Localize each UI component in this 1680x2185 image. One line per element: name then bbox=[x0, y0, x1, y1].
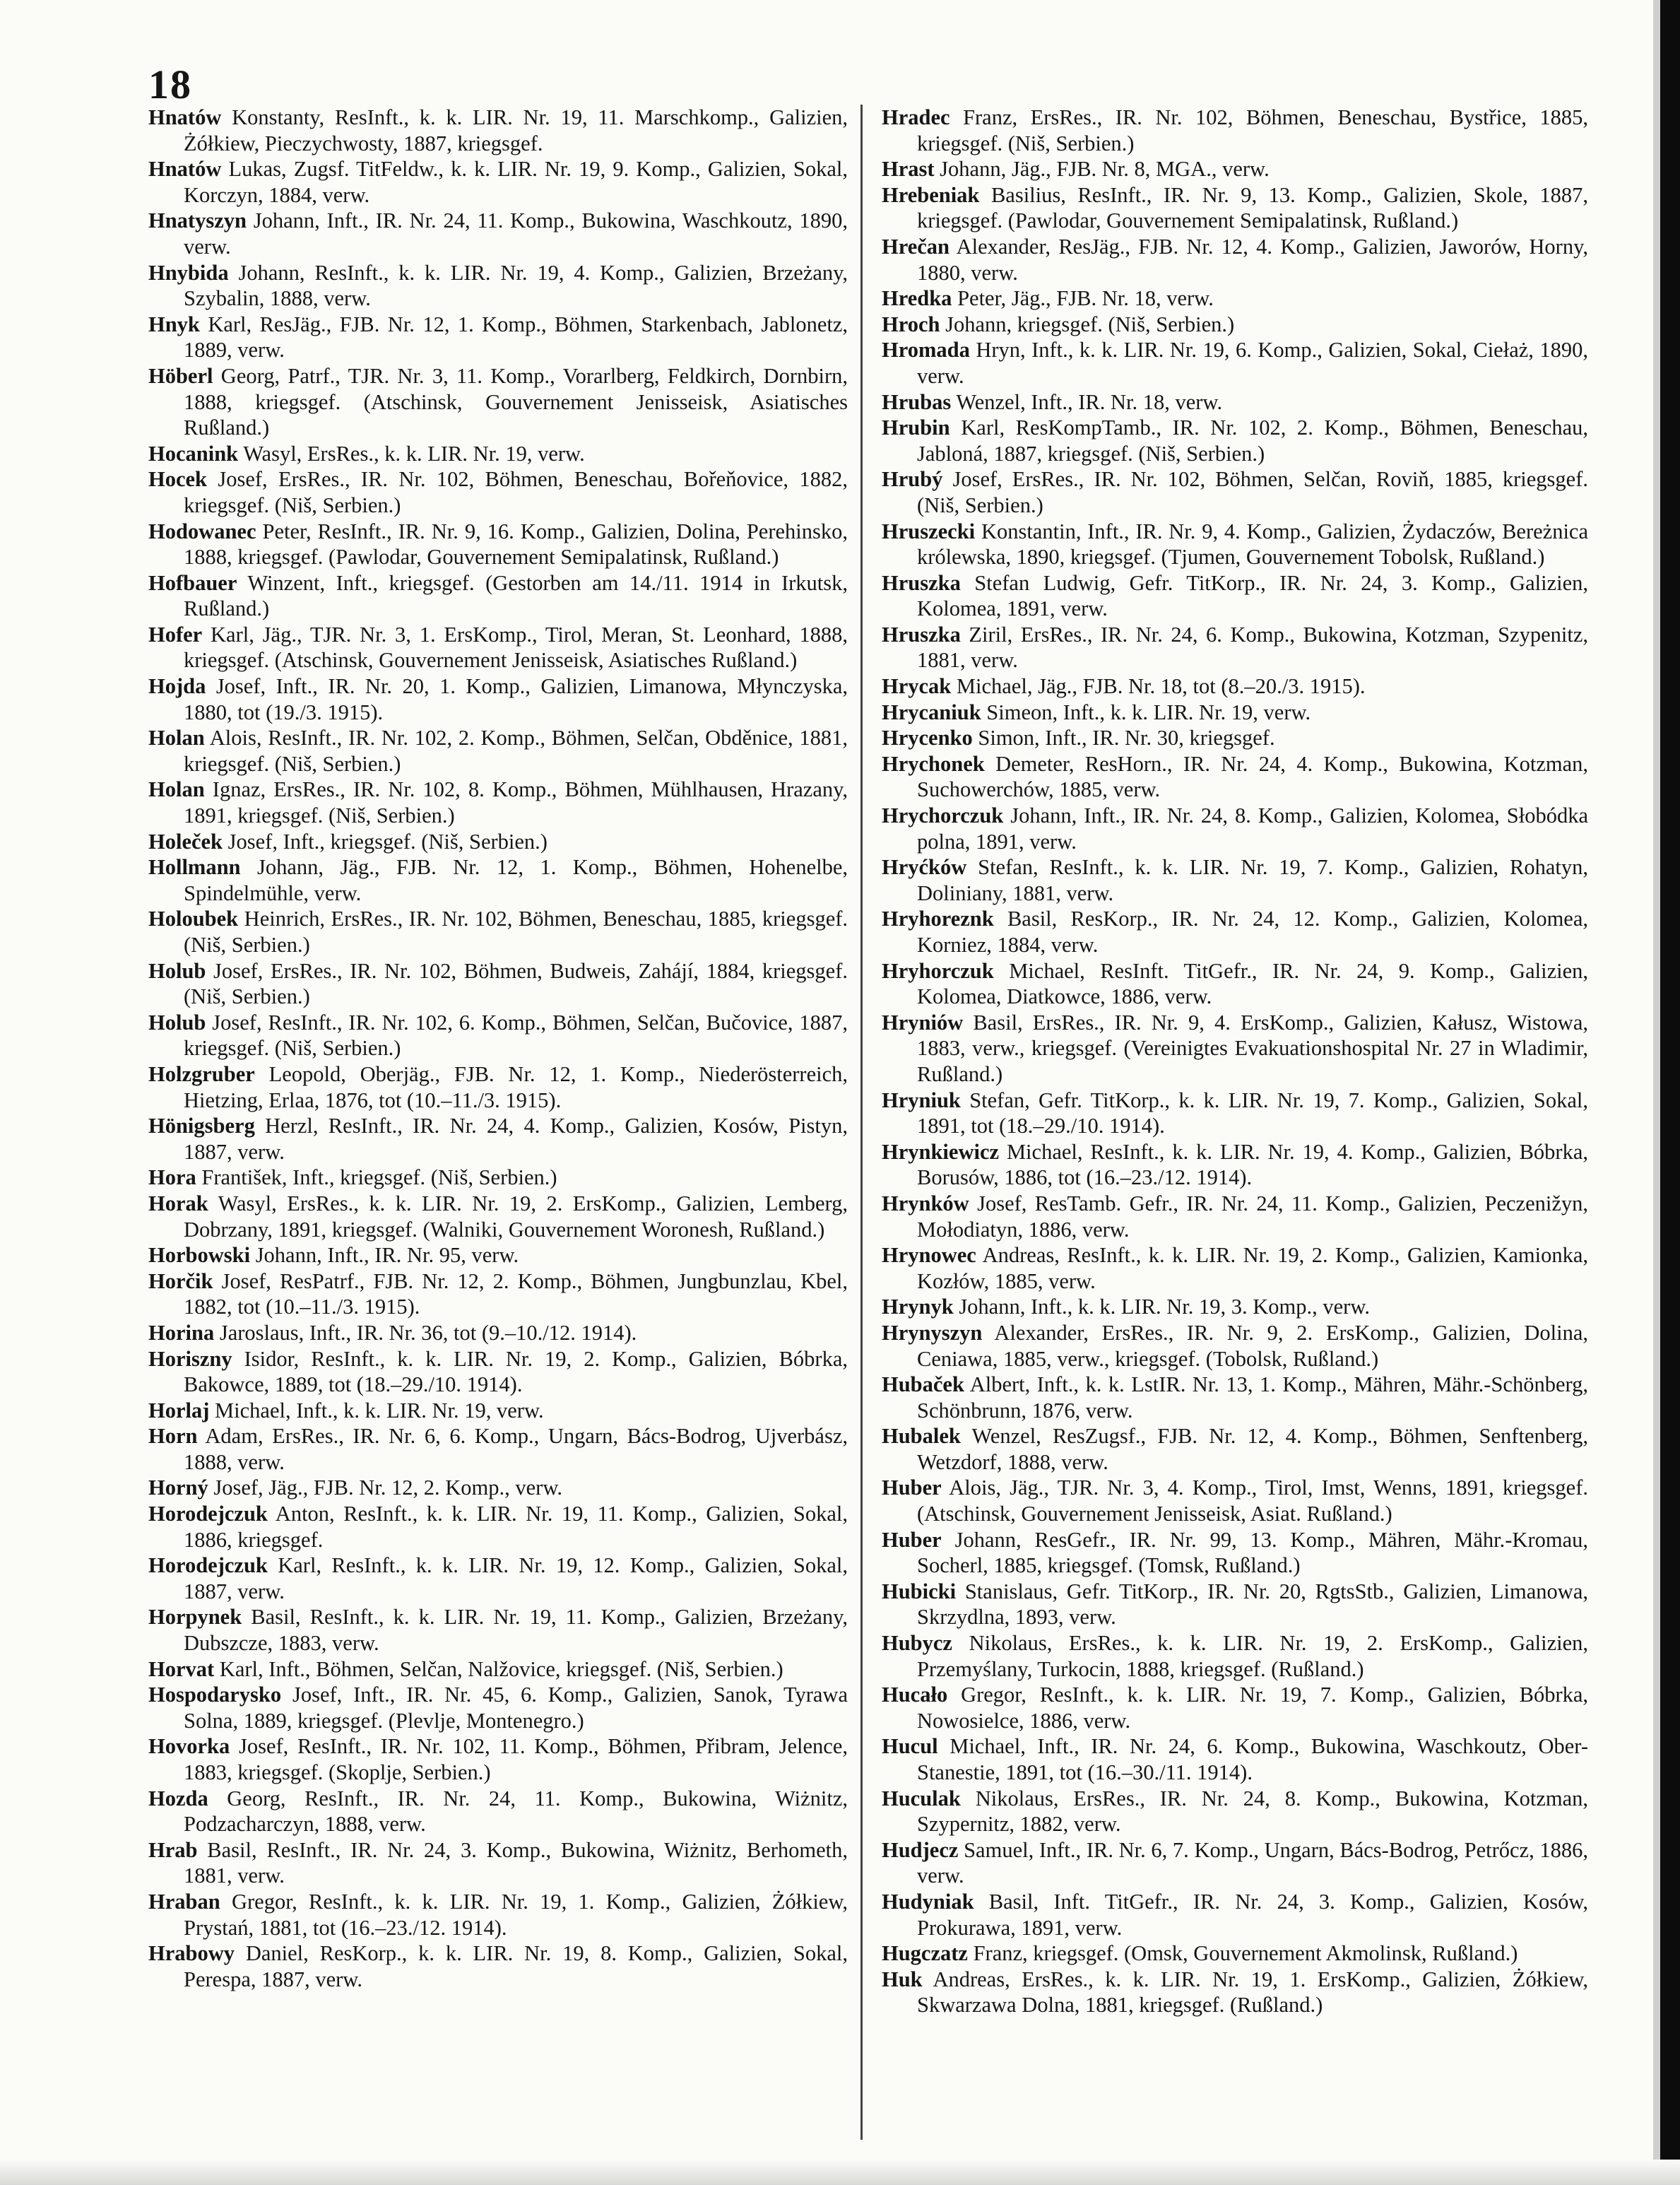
list-entry bbox=[882, 234, 1588, 285]
entry-details: Anton, ResInft., k. k. LIR. Nr. 19, 11. Komp., Galizien, Sokal, 1886, kriegsgef. bbox=[184, 1502, 848, 1552]
list-entry bbox=[882, 751, 1588, 803]
entry-details: Samuel, Inft., IR. Nr. 6, 7. Komp., Ungarn, Bács-Bodrog, Petrőcz, 1886, verw. bbox=[917, 1837, 1588, 1888]
entry-surname: Hubaček bbox=[882, 1372, 964, 1397]
list-entry bbox=[148, 673, 848, 725]
entry-surname: Hovorka bbox=[148, 1734, 230, 1759]
entry-surname: Hrychorczuk bbox=[882, 803, 1004, 828]
list-entry bbox=[882, 906, 1588, 958]
entry-surname: Holub bbox=[148, 958, 206, 983]
list-entry bbox=[148, 570, 848, 622]
entry-details: Josef, ResPatrf., FJB. Nr. 12, 2. Komp., Böhmen, Jungbunzlau, Kbel, 1882, tot (10.–11./3. 1915). bbox=[184, 1268, 848, 1319]
entry-details: Josef, Inft., IR. Nr. 45, 6. Komp., Galizien, Sanok, Tyrawa Solna, 1889, kriegsgef. (Plevlje, Montenegro.) bbox=[184, 1683, 848, 1733]
entry-surname: Holeček bbox=[148, 829, 223, 854]
entry-details: Johann, Inft., IR. Nr. 24, 11. Komp., Bukowina, Waschkoutz, 1890, verw. bbox=[184, 208, 848, 259]
entry-surname: Horina bbox=[148, 1320, 215, 1345]
entry-details: Johann, Jäg., FJB. Nr. 12, 1. Komp., Böhmen, Hohenelbe, Spindelmühle, verw. bbox=[184, 855, 848, 905]
list-entry bbox=[882, 1139, 1588, 1191]
entry-surname: Horodejczuk bbox=[148, 1553, 268, 1578]
list-entry bbox=[148, 906, 848, 958]
entry-surname: Hora bbox=[148, 1165, 196, 1190]
list-entry bbox=[148, 1682, 848, 1733]
entry-surname: Hrychonek bbox=[882, 751, 985, 776]
entry-surname: Horn bbox=[148, 1424, 198, 1449]
entry-details: Wasyl, ErsRes., k. k. LIR. Nr. 19, verw. bbox=[243, 441, 585, 466]
entry-details: Nikolaus, ErsRes., IR. Nr. 24, 8. Komp., Bukowina, Kotzman, Szypernitz, 1882, verw. bbox=[917, 1786, 1589, 1837]
entry-surname: Hucało bbox=[882, 1683, 948, 1707]
entry-surname: Hryniów bbox=[882, 1010, 964, 1035]
entry-surname: Hozda bbox=[148, 1786, 208, 1810]
entry-surname: Hrabowy bbox=[148, 1941, 235, 1966]
entry-details: Franz, ErsRes., IR. Nr. 102, Böhmen, Beneschau, Bystřice, 1885, kriegsgef. (Niš, Serbien.) bbox=[917, 105, 1588, 155]
entry-details: Basil, ResInft., k. k. LIR. Nr. 19, 11. Komp., Galizien, Brzeżany, Dubszcze, 1883, verw. bbox=[184, 1605, 848, 1656]
entry-details: Josef, Inft., IR. Nr. 20, 1. Komp., Galizien, Limanowa, Młynczyska, 1880, tot (19./3. 1915). bbox=[184, 674, 848, 724]
entry-details: Isidor, ResInft., k. k. LIR. Nr. 19, 2. Komp., Galizien, Bóbrka, Bakowce, 1889, tot (18.–29./10. 1914). bbox=[184, 1346, 848, 1397]
list-entry bbox=[148, 622, 848, 673]
left-column bbox=[148, 105, 848, 1992]
list-entry bbox=[148, 519, 848, 570]
entry-surname: Huber bbox=[882, 1527, 942, 1552]
list-entry bbox=[148, 260, 848, 312]
entry-details: Stefan Ludwig, Gefr. TitKorp., IR. Nr. 24, 3. Komp., Galizien, Kolomea, 1891, verw. bbox=[917, 570, 1588, 621]
entry-surname: Hredka bbox=[882, 286, 952, 311]
entry-surname: Hocek bbox=[148, 467, 208, 492]
list-entry bbox=[882, 958, 1588, 1010]
list-entry bbox=[882, 389, 1588, 416]
entry-details: Basil, Inft. TitGefr., IR. Nr. 24, 3. Komp., Galizien, Kosów, Prokurawa, 1891, verw. bbox=[917, 1889, 1588, 1940]
entry-details: Karl, ResJäg., FJB. Nr. 12, 1. Komp., Böhmen, Starkenbach, Jablonetz, 1889, verw. bbox=[184, 312, 848, 363]
list-entry bbox=[148, 1268, 848, 1320]
entry-surname: Horlaj bbox=[148, 1398, 210, 1423]
entry-surname: Hönigsberg bbox=[148, 1114, 255, 1138]
entry-surname: Hrubin bbox=[882, 416, 950, 440]
entry-surname: Hrebeniak bbox=[882, 182, 980, 207]
entry-surname: Hucul bbox=[882, 1734, 938, 1759]
list-entry bbox=[148, 1191, 848, 1242]
entry-surname: Hrynkiewicz bbox=[882, 1139, 1000, 1164]
page-edge-border bbox=[1660, 0, 1680, 2185]
entry-surname: Hryniuk bbox=[882, 1088, 961, 1112]
entry-details: Demeter, ResHorn., IR. Nr. 24, 4. Komp., Bukowina, Kotzman, Suchowerchów, 1885, verw. bbox=[917, 751, 1589, 802]
list-entry bbox=[148, 1501, 848, 1553]
entry-details: Michael, ResInft., k. k. LIR. Nr. 19, 4. Komp., Galizien, Bóbrka, Borusów, 1886, tot (16.–23./12. 1914). bbox=[917, 1139, 1588, 1190]
entry-details: Alois, ResInft., IR. Nr. 102, 2. Komp., Böhmen, Selčan, Obděnice, 1881, kriegsgef. (Niš, Serbien.) bbox=[184, 726, 848, 776]
list-entry bbox=[882, 1320, 1588, 1372]
entry-surname: Hubalek bbox=[882, 1424, 961, 1449]
entry-details: Wenzel, Inft., IR. Nr. 18, verw. bbox=[956, 389, 1223, 414]
list-entry bbox=[882, 1889, 1588, 1940]
entry-surname: Hroch bbox=[882, 312, 940, 336]
entry-surname: Holub bbox=[148, 1010, 206, 1035]
entry-details: Josef, Inft., kriegsgef. (Niš, Serbien.) bbox=[227, 829, 548, 854]
entry-details: Johann, ResInft., k. k. LIR. Nr. 19, 4. Komp., Galizien, Brzeżany, Szybalin, 1888, verw. bbox=[184, 260, 848, 311]
entry-surname: Hromada bbox=[882, 338, 970, 363]
entry-details: Josef, ResInft., IR. Nr. 102, 6. Komp., Böhmen, Selčan, Bučovice, 1887, kriegsgef. (Niš, Serbien.) bbox=[184, 1010, 848, 1061]
entry-details: Michael, ResInft. TitGefr., IR. Nr. 24, 9. Komp., Galizien, Kolomea, Diatkowce, 1886, verw. bbox=[917, 958, 1588, 1009]
entry-details: Adam, ErsRes., IR. Nr. 6, 6. Komp., Ungarn, Bács-Bodrog, Ujverbász, 1888, verw. bbox=[184, 1424, 848, 1474]
entry-details: Basil, ErsRes., IR. Nr. 9, 4. ErsKomp., Galizien, Kałusz, Wistowa, 1883, verw., kriegsgef. (Vereinigtes Evakuationshospital Nr. 27 in Wladimir, Rußland.) bbox=[917, 1010, 1588, 1086]
entry-surname: Hnatyszyn bbox=[148, 208, 247, 233]
entry-surname: Hubycz bbox=[882, 1631, 952, 1656]
entry-surname: Hrečan bbox=[882, 234, 950, 259]
list-entry bbox=[882, 1242, 1588, 1294]
entry-details: Josef, ResInft., IR. Nr. 102, 11. Komp., Böhmen, Přibram, Jelence, 1883, kriegsgef. (Skoplje, Serbien.) bbox=[184, 1734, 848, 1784]
list-entry bbox=[882, 1010, 1588, 1088]
list-entry bbox=[882, 312, 1588, 338]
list-entry bbox=[148, 1398, 848, 1424]
entry-surname: Hudjecz bbox=[882, 1837, 959, 1862]
list-entry bbox=[882, 803, 1588, 854]
entry-details: Josef, ResTamb. Gefr., IR. Nr. 24, 11. Komp., Galizien, Peczenižyn, Mołodiatyn, 1886, verw. bbox=[917, 1191, 1588, 1242]
list-entry bbox=[882, 854, 1588, 906]
entry-details: Nikolaus, ErsRes., k. k. LIR. Nr. 19, 2. ErsKomp., Galizien, Przemyślany, Turkocin, 1888, kriegsgef. (Rußland.) bbox=[917, 1631, 1589, 1681]
list-entry bbox=[882, 1967, 1588, 2018]
entry-surname: Hryhorczuk bbox=[882, 958, 994, 983]
entry-surname: Hocanink bbox=[148, 441, 239, 466]
list-entry bbox=[882, 337, 1588, 389]
entry-details: Josef, Jäg., FJB. Nr. 12, 2. Komp., verw. bbox=[213, 1476, 562, 1500]
entry-details: Leopold, Oberjäg., FJB. Nr. 12, 1. Komp., Niederösterreich, Hietzing, Erlaa, 1876, tot (10.–11./3. 1915). bbox=[184, 1061, 848, 1112]
entry-details: Daniel, ResKorp., k. k. LIR. Nr. 19, 8. Komp., Galizien, Sokal, Perespa, 1887, verw. bbox=[184, 1941, 848, 1991]
list-entry bbox=[882, 1372, 1588, 1423]
entry-surname: Hruszka bbox=[882, 570, 961, 595]
list-entry bbox=[882, 1579, 1588, 1630]
entry-details: Johann, Inft., IR. Nr. 95, verw. bbox=[255, 1243, 519, 1268]
entry-surname: Horpynek bbox=[148, 1605, 242, 1630]
entry-surname: Huk bbox=[882, 1967, 923, 1991]
entry-details: Alexander, ResJäg., FJB. Nr. 12, 4. Komp., Galizien, Jaworów, Horny, 1880, verw. bbox=[917, 234, 1588, 285]
list-entry bbox=[148, 1733, 848, 1785]
list-entry bbox=[148, 725, 848, 777]
list-entry bbox=[148, 1656, 848, 1683]
list-entry bbox=[882, 466, 1588, 518]
entry-surname: Horný bbox=[148, 1476, 208, 1500]
entry-details: Albert, Inft., k. k. LstIR. Nr. 13, 1. Komp., Mähren, Mähr.-Schönberg, Schönbrunn, 1876, verw. bbox=[917, 1372, 1588, 1423]
list-entry bbox=[148, 1423, 848, 1475]
entry-details: Michael, Inft., k. k. LIR. Nr. 19, verw. bbox=[215, 1398, 544, 1423]
entry-surname: Hrycenko bbox=[882, 726, 973, 750]
entry-surname: Hollmann bbox=[148, 855, 241, 880]
entry-surname: Hrycaniuk bbox=[882, 700, 981, 724]
entry-details: Josef, ErsRes., IR. Nr. 102, Böhmen, Selčan, Roviň, 1885, kriegsgef. (Niš, Serbien.) bbox=[917, 467, 1588, 517]
page-number: 18 bbox=[148, 61, 192, 107]
entry-surname: Hruszecki bbox=[882, 519, 976, 543]
list-entry bbox=[148, 1786, 848, 1837]
list-entry bbox=[882, 285, 1588, 312]
entry-surname: Horčik bbox=[148, 1268, 213, 1293]
entry-details: Basil, ResInft., IR. Nr. 24, 3. Komp., Bukowina, Wiżnitz, Berhometh, 1881, verw. bbox=[184, 1837, 848, 1888]
list-entry bbox=[882, 1682, 1588, 1733]
list-entry bbox=[882, 570, 1588, 622]
entry-surname: Holan bbox=[148, 777, 205, 802]
entry-surname: Horvat bbox=[148, 1656, 215, 1681]
list-entry bbox=[148, 312, 848, 363]
entry-details: Alexander, ErsRes., IR. Nr. 9, 2. ErsKomp., Galizien, Dolina, Ceniawa, 1885, verw., kriegsgef. (Tobolsk, Rußland.) bbox=[917, 1320, 1588, 1371]
entry-surname: Hraban bbox=[148, 1889, 220, 1914]
entry-details: Ignaz, ErsRes., IR. Nr. 102, 8. Komp., Böhmen, Mühlhausen, Hrazany, 1891, kriegsgef. (Niš, Serbien.) bbox=[184, 777, 848, 828]
page-edge-shadow bbox=[1653, 0, 1660, 2185]
entry-details: Konstantin, Inft., IR. Nr. 9, 4. Komp., Galizien, Żydaczów, Bereżnica królewska, 1890, kriegsgef. (Tjumen, Gouvernement Tobolsk, Rußland.) bbox=[917, 519, 1589, 570]
entry-surname: Hryćków bbox=[882, 855, 967, 880]
entry-details: Basil, ResKorp., IR. Nr. 24, 12. Komp., Galizien, Kolomea, Korniez, 1884, verw. bbox=[917, 907, 1588, 957]
list-entry bbox=[882, 415, 1588, 466]
right-column bbox=[882, 105, 1588, 2018]
list-entry bbox=[148, 1010, 848, 1061]
list-entry bbox=[148, 105, 848, 156]
entry-surname: Hofer bbox=[148, 622, 203, 647]
list-entry bbox=[148, 1837, 848, 1889]
entry-surname: Hofbauer bbox=[148, 570, 237, 595]
list-entry bbox=[882, 622, 1588, 673]
entry-surname: Holoubek bbox=[148, 907, 239, 931]
entry-details: Gregor, ResInft., k. k. LIR. Nr. 19, 1. Komp., Galizien, Żółkiew, Prystań, 1881, tot (16.–23./12. 1914). bbox=[184, 1889, 848, 1940]
entry-details: Winzent, Inft., kriegsgef. (Gestorben am 14./11. 1914 in Irkutsk, Rußland.) bbox=[184, 570, 848, 621]
entry-details: Hryn, Inft., k. k. LIR. Nr. 19, 6. Komp., Galizien, Sokal, Ciełaż, 1890, verw. bbox=[917, 338, 1588, 388]
entry-details: František, Inft., kriegsgef. (Niš, Serbien.) bbox=[201, 1165, 557, 1190]
list-entry bbox=[882, 1786, 1588, 1837]
entry-surname: Holan bbox=[148, 726, 205, 750]
entry-details: Peter, ResInft., IR. Nr. 9, 16. Komp., Galizien, Dolina, Perehinsko, 1888, kriegsgef. (Pawlodar, Gouvernement Semipalatinsk, Rußland.) bbox=[184, 519, 848, 570]
entry-surname: Höberl bbox=[148, 363, 213, 388]
list-entry bbox=[882, 673, 1588, 700]
list-entry bbox=[148, 1604, 848, 1656]
entry-surname: Horbowski bbox=[148, 1243, 251, 1268]
entry-surname: Hrynyk bbox=[882, 1295, 954, 1319]
entry-surname: Hnatów bbox=[148, 157, 222, 182]
entry-details: Johann, ResGefr., IR. Nr. 99, 13. Komp., Mähren, Mähr.-Kromau, Socherl, 1885, kriegsgef. (Tomsk, Rußland.) bbox=[917, 1527, 1589, 1578]
list-entry bbox=[148, 958, 848, 1010]
entry-surname: Hubicki bbox=[882, 1579, 957, 1603]
entry-details: Peter, Jäg., FJB. Nr. 18, verw. bbox=[957, 286, 1214, 311]
entry-surname: Hrast bbox=[882, 157, 935, 182]
list-entry bbox=[148, 1320, 848, 1346]
entry-details: Karl, ResInft., k. k. LIR. Nr. 19, 12. Komp., Galizien, Sokal, 1887, verw. bbox=[184, 1553, 848, 1603]
list-entry bbox=[148, 1165, 848, 1191]
list-entry bbox=[882, 1294, 1588, 1320]
entry-surname: Hrab bbox=[148, 1837, 198, 1862]
entry-details: Stanislaus, Gefr. TitKorp., IR. Nr. 20, RgtsStb., Galizien, Limanowa, Skrzydlna, 1893, verw. bbox=[917, 1579, 1588, 1630]
list-entry bbox=[882, 1423, 1588, 1475]
entry-details: Josef, ErsRes., IR. Nr. 102, Böhmen, Budweis, Zahájí, 1884, kriegsgef. (Niš, Serbien.) bbox=[184, 958, 848, 1009]
list-entry bbox=[148, 1889, 848, 1940]
list-entry bbox=[882, 700, 1588, 726]
entry-surname: Hospodarysko bbox=[148, 1683, 282, 1707]
entry-details: Johann, Inft., k. k. LIR. Nr. 19, 3. Komp., verw. bbox=[959, 1295, 1371, 1319]
entry-details: Georg, ResInft., IR. Nr. 24, 11. Komp., Bukowina, Wiżnitz, Podzacharczyn, 1888, verw. bbox=[184, 1786, 848, 1837]
entry-details: Wenzel, ResZugsf., FJB. Nr. 12, 4. Komp., Böhmen, Senftenberg, Wetzdorf, 1888, verw. bbox=[917, 1424, 1588, 1474]
entry-surname: Hnyk bbox=[148, 312, 200, 336]
entry-details: Franz, kriegsgef. (Omsk, Gouvernement Akmolinsk, Rußland.) bbox=[973, 1941, 1518, 1966]
entry-surname: Horodejczuk bbox=[148, 1502, 268, 1526]
list-entry bbox=[882, 105, 1588, 156]
entry-surname: Hudyniak bbox=[882, 1889, 974, 1914]
list-entry bbox=[148, 1113, 848, 1165]
entry-details: Konstanty, ResInft., k. k. LIR. Nr. 19, 11. Marschkomp., Galizien, Żółkiew, Pieczychwosty, 1887, kriegsgef. bbox=[184, 105, 848, 155]
entry-surname: Hryhoreznk bbox=[882, 907, 994, 931]
entry-details: Stefan, Gefr. TitKorp., k. k. LIR. Nr. 19, 7. Komp., Galizien, Sokal, 1891, tot (18.–29./10. 1914). bbox=[917, 1088, 1588, 1138]
entry-details: Johann, Jäg., FJB. Nr. 8, MGA., verw. bbox=[940, 157, 1270, 182]
entry-surname: Hruszka bbox=[882, 622, 961, 647]
entry-surname: Huber bbox=[882, 1476, 942, 1500]
list-entry bbox=[882, 1940, 1588, 1967]
entry-surname: Huculak bbox=[882, 1786, 961, 1810]
entry-details: Ziril, ErsRes., IR. Nr. 24, 6. Komp., Bukowina, Kotzman, Szypenitz, 1881, verw. bbox=[917, 622, 1588, 673]
entry-surname: Horak bbox=[148, 1191, 208, 1215]
list-entry bbox=[882, 1475, 1588, 1526]
entry-details: Lukas, Zugsf. TitFeldw., k. k. LIR. Nr. 19, 9. Komp., Galizien, Sokal, Korczyn, 1884, verw. bbox=[184, 157, 848, 207]
column-divider bbox=[860, 105, 863, 2140]
list-entry bbox=[148, 1242, 848, 1268]
entry-surname: Hrynyszyn bbox=[882, 1320, 983, 1345]
list-entry bbox=[882, 156, 1588, 182]
entry-surname: Hrycak bbox=[882, 674, 952, 699]
entry-surname: Hrubý bbox=[882, 467, 943, 492]
list-entry bbox=[148, 1940, 848, 1992]
entry-details: Andreas, ErsRes., k. k. LIR. Nr. 19, 1. ErsKomp., Galizien, Żółkiew, Skwarzawa Dolna, 1881, kriegsgef. (Rußland.) bbox=[917, 1967, 1588, 2018]
list-entry bbox=[882, 1527, 1588, 1579]
entry-details: Andreas, ResInft., k. k. LIR. Nr. 19, 2. Komp., Galizien, Kamionka, Kozłów, 1885, verw. bbox=[917, 1243, 1588, 1293]
entry-surname: Hnybida bbox=[148, 260, 229, 285]
entry-surname: Horiszny bbox=[148, 1346, 232, 1371]
entry-surname: Hojda bbox=[148, 674, 206, 699]
list-entry bbox=[148, 1553, 848, 1604]
list-entry bbox=[882, 1733, 1588, 1785]
entry-surname: Hrubas bbox=[882, 389, 952, 414]
list-entry bbox=[148, 156, 848, 208]
list-entry bbox=[148, 1346, 848, 1398]
entry-surname: Hradec bbox=[882, 105, 950, 129]
entry-details: Karl, Jäg., TJR. Nr. 3, 1. ErsKomp., Tirol, Meran, St. Leonhard, 1888, kriegsgef. (Atschinsk, Gouvernement Jenisseisk, Asiatisches Rußland.) bbox=[184, 622, 848, 673]
list-entry bbox=[148, 466, 848, 518]
entry-details: Stefan, ResInft., k. k. LIR. Nr. 19, 7. Komp., Galizien, Rohatyn, Doliniany, 1881, verw. bbox=[917, 855, 1588, 905]
entry-details: Georg, Patrf., TJR. Nr. 3, 11. Komp., Vorarlberg, Feldkirch, Dornbirn, 1888, kriegsgef. (Atschinsk, Gouvernement Jenisseisk, Asiatisches Rußland.) bbox=[184, 363, 848, 440]
list-entry bbox=[148, 1475, 848, 1501]
list-entry bbox=[148, 777, 848, 828]
entry-details: Karl, Inft., Böhmen, Selčan, Nalžovice, kriegsgef. (Niš, Serbien.) bbox=[219, 1656, 783, 1681]
list-entry bbox=[148, 854, 848, 906]
list-entry bbox=[882, 725, 1588, 751]
entry-surname: Hrynowec bbox=[882, 1243, 976, 1268]
entry-details: Josef, ErsRes., IR. Nr. 102, Böhmen, Beneschau, Bořeňovice, 1882, kriegsgef. (Niš, Serbien.) bbox=[184, 467, 848, 517]
entry-details: Alois, Jäg., TJR. Nr. 3, 4. Komp., Tirol, Imst, Wenns, 1891, kriegsgef. (Atschinsk, Gouvernement Jenisseisk, Asiat. Rußland.) bbox=[917, 1476, 1588, 1526]
list-entry bbox=[148, 1061, 848, 1113]
entry-details: Johann, Inft., IR. Nr. 24, 8. Komp., Galizien, Kolomea, Słobódka polna, 1891, verw. bbox=[917, 803, 1589, 854]
entry-details: Jaroslaus, Inft., IR. Nr. 36, tot (9.–10./12. 1914). bbox=[219, 1320, 637, 1345]
entry-surname: Hnatów bbox=[148, 105, 222, 129]
list-entry bbox=[882, 1191, 1588, 1242]
entry-surname: Holzgruber bbox=[148, 1061, 255, 1086]
list-entry bbox=[148, 441, 848, 467]
list-entry bbox=[882, 182, 1588, 234]
entry-details: Gregor, ResInft., k. k. LIR. Nr. 19, 7. Komp., Galizien, Bóbrka, Nowosielce, 1886, verw. bbox=[917, 1683, 1589, 1733]
list-entry bbox=[882, 1837, 1588, 1889]
entry-surname: Hugczatz bbox=[882, 1941, 968, 1966]
list-entry bbox=[882, 519, 1588, 570]
entry-details: Michael, Jäg., FJB. Nr. 18, tot (8.–20./3. 1915). bbox=[956, 674, 1366, 699]
entry-details: Heinrich, ErsRes., IR. Nr. 102, Böhmen, Beneschau, 1885, kriegsgef. (Niš, Serbien.) bbox=[184, 907, 848, 957]
entry-details: Karl, ResKompTamb., IR. Nr. 102, 2. Komp., Böhmen, Beneschau, Jabloná, 1887, kriegsgef. (Niš, Serbien.) bbox=[917, 416, 1588, 466]
entry-details: Herzl, ResInft., IR. Nr. 24, 4. Komp., Galizien, Kosów, Pistyn, 1887, verw. bbox=[184, 1114, 848, 1164]
entry-details: Basilius, ResInft., IR. Nr. 9, 13. Komp., Galizien, Skole, 1887, kriegsgef. (Pawlodar, Gouvernement Semipalatinsk, Rußland.) bbox=[917, 182, 1588, 233]
entry-details: Simon, Inft., IR. Nr. 30, kriegsgef. bbox=[978, 726, 1275, 750]
list-entry bbox=[148, 363, 848, 441]
entry-surname: Hrynków bbox=[882, 1191, 969, 1215]
entry-details: Wasyl, ErsRes., k. k. LIR. Nr. 19, 2. ErsKomp., Galizien, Lemberg, Dobrzany, 1891, kriegsgef. (Walniki, Gouvernement Woronesh, Rußland.) bbox=[184, 1191, 848, 1242]
entry-details: Michael, Inft., IR. Nr. 24, 6. Komp., Bukowina, Waschkoutz, Ober-Stanestie, 1891, tot (16.–30./11. 1914). bbox=[917, 1734, 1588, 1784]
entry-details: Johann, kriegsgef. (Niš, Serbien.) bbox=[945, 312, 1235, 336]
list-entry bbox=[882, 1630, 1588, 1682]
list-entry bbox=[882, 1088, 1588, 1139]
entry-details: Simeon, Inft., k. k. LIR. Nr. 19, verw. bbox=[986, 700, 1311, 724]
list-entry bbox=[148, 829, 848, 855]
list-entry bbox=[148, 208, 848, 259]
entry-surname: Hodowanec bbox=[148, 519, 256, 543]
page-bottom-shade bbox=[0, 2160, 1680, 2185]
